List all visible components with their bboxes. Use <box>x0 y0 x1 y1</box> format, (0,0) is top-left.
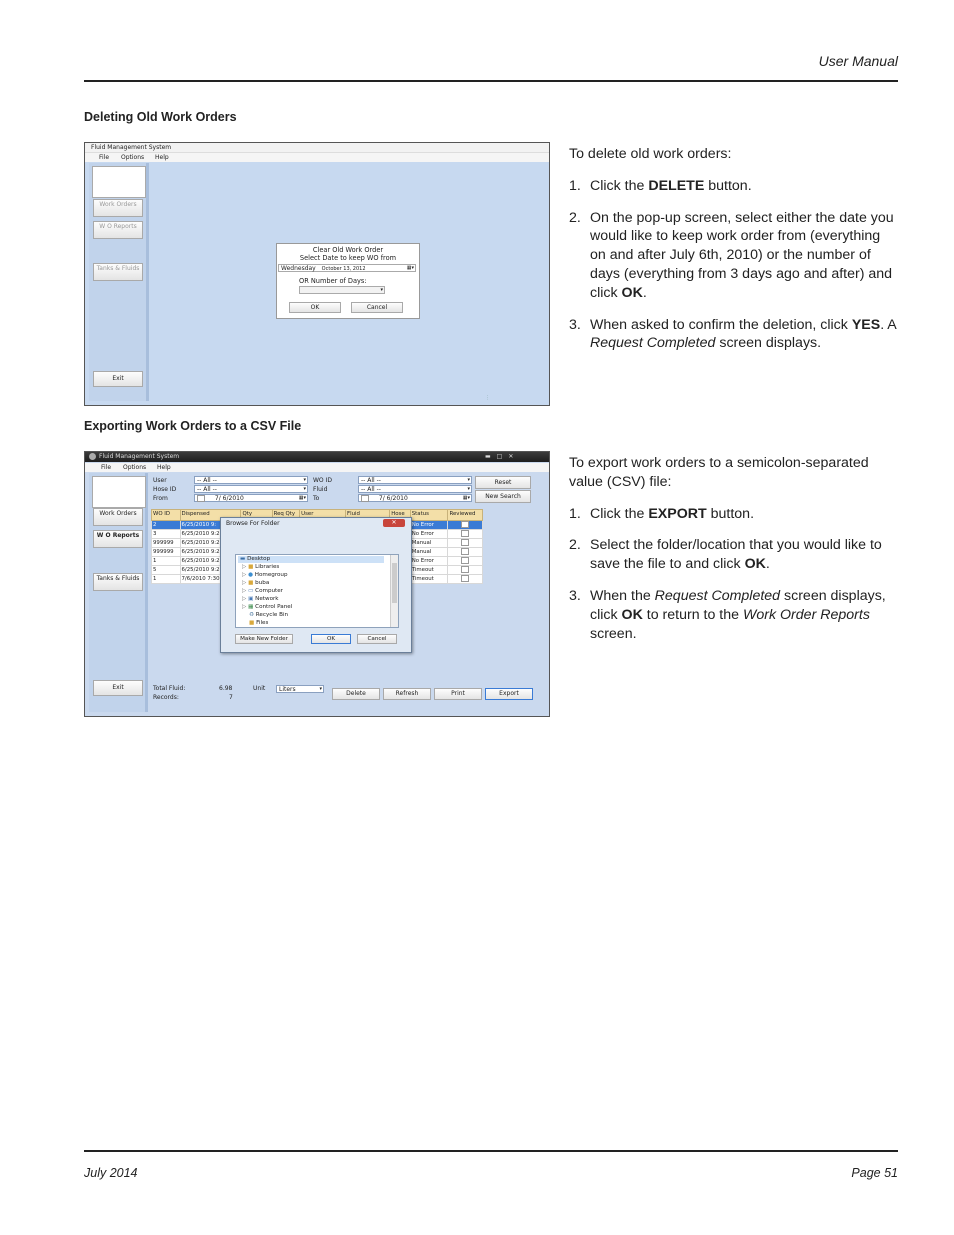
step-italic: Request Completed <box>654 587 781 604</box>
to-date[interactable] <box>358 494 472 502</box>
step-bold: OK <box>621 606 643 623</box>
tree-item[interactable] <box>249 620 268 626</box>
folder-icon: ■ <box>249 620 255 626</box>
recycle-bin-icon: ♻ <box>249 612 255 618</box>
new-search-button[interactable]: New Search <box>475 490 531 503</box>
s1-step-1 <box>569 177 899 196</box>
days-label: OR Number of Days: <box>299 277 367 285</box>
step-italic: Request Completed <box>590 335 716 352</box>
cell-dispensed: 6/25/2010 9:2 <box>180 548 241 557</box>
s1-step-2 <box>569 209 899 303</box>
window-controls <box>485 453 543 461</box>
cell-dispensed: 6/25/2010 9: <box>180 521 241 530</box>
col-fluid[interactable]: Fluid <box>346 510 390 521</box>
menu-help[interactable]: Help <box>155 154 169 161</box>
s1-step-3 <box>569 316 899 354</box>
cell-wo: 1 <box>152 557 181 566</box>
user-value: -- All -- <box>197 477 217 484</box>
section2-heading: Exporting Work Orders to a CSV File <box>84 419 302 433</box>
hose-label: Hose ID <box>153 486 177 493</box>
step-text: When the <box>590 587 655 604</box>
window-title: Fluid Management System <box>85 143 550 153</box>
sidebar <box>89 163 149 401</box>
menu-file[interactable]: File <box>99 154 110 161</box>
cell-status: Manual <box>410 548 448 557</box>
cell-status: Manual <box>410 539 448 548</box>
calendar-icon: ▦▾ <box>406 265 414 271</box>
export-button[interactable]: Export <box>485 688 533 700</box>
unit-label: Unit <box>253 685 266 692</box>
step-bold: YES <box>851 316 881 333</box>
s2-step-1 <box>569 505 899 524</box>
expand-icon: ▷ <box>242 580 247 586</box>
expand-icon: ▷ <box>242 604 247 610</box>
wo-value: -- All -- <box>361 477 381 484</box>
section2-intro: To export work orders to a semicolon-separated value (CSV) file: <box>569 455 869 490</box>
logo-box <box>92 476 146 508</box>
records-label: Records: <box>153 694 179 701</box>
date-value: October 13, 2012 <box>321 266 366 272</box>
hose-select[interactable] <box>194 485 308 493</box>
window-title: Fluid Management System <box>85 452 550 462</box>
step-text: . <box>642 284 647 301</box>
cell-status: No Error <box>410 557 448 566</box>
s2-step-3 <box>569 587 899 643</box>
section1-heading: Deleting Old Work Orders <box>84 110 237 124</box>
hose-value: -- All -- <box>197 486 217 493</box>
step-bold: EXPORT <box>648 505 707 522</box>
app-icon <box>89 453 96 460</box>
reviewed-checkbox[interactable] <box>461 530 469 537</box>
reviewed-checkbox[interactable] <box>461 557 469 564</box>
cell-wo: 5 <box>152 566 181 575</box>
reset-button[interactable]: Reset <box>475 476 531 489</box>
cell-dispensed: 6/25/2010 9:2 <box>180 530 241 539</box>
tree-label: Recycle Bin <box>255 612 289 618</box>
user-folder-icon: ■ <box>248 580 254 586</box>
tanks-fluids-button[interactable]: Tanks & Fluids <box>93 573 143 591</box>
dialog-subtitle: Select Date to keep WO from <box>299 254 397 262</box>
menu-bar <box>85 463 549 472</box>
reviewed-checkbox[interactable] <box>461 539 469 546</box>
wo-label: WO ID <box>313 477 332 484</box>
dialog-ok-button[interactable]: OK <box>289 302 341 313</box>
step-num: 3. <box>569 587 581 604</box>
col-dispensed[interactable]: Dispensed <box>180 510 241 521</box>
chevron-down-icon: ▾ <box>467 477 470 483</box>
step-text: screen displays. <box>715 335 822 352</box>
cell-dispensed: 6/25/2010 9:2 <box>180 539 241 548</box>
unit-value: Liters <box>279 686 296 693</box>
step-text: . A <box>880 316 896 333</box>
step-num: 1. <box>569 177 581 194</box>
work-orders-button[interactable]: Work Orders <box>93 508 143 526</box>
tree-label: Computer <box>255 588 283 594</box>
date-picker[interactable] <box>278 264 416 272</box>
footer-page-number: Page 51 <box>851 1166 898 1180</box>
dialog-title: Clear Old Work Order <box>312 246 384 254</box>
cell-wo: 1 <box>152 575 181 584</box>
user-select[interactable] <box>194 476 308 484</box>
computer-icon: ▭ <box>248 588 254 594</box>
desktop-icon: ▬ <box>240 556 246 562</box>
step-text: button. <box>704 177 752 194</box>
section2-text <box>569 454 899 656</box>
step-text: On the pop-up screen, select either the date you would like to keep work order from (everything on and after July 6th, 2010) or the number of days (everything from 3 days ago and after) and click <box>590 209 894 301</box>
tree-label: Network <box>255 596 279 602</box>
tree-item[interactable] <box>242 572 288 578</box>
tree-item[interactable] <box>240 556 270 562</box>
cell-dispensed: 6/25/2010 9:2 <box>180 557 241 566</box>
step-text: Click the <box>590 505 649 522</box>
chevron-down-icon: ▾ <box>380 287 383 293</box>
sidebar <box>89 473 148 712</box>
wo-select[interactable] <box>358 476 472 484</box>
fluid-value: -- All -- <box>361 486 381 493</box>
days-select[interactable] <box>299 286 385 294</box>
cell-wo: 999999 <box>152 539 181 548</box>
exit-button[interactable]: Exit <box>93 371 143 387</box>
tree-item[interactable] <box>242 580 269 586</box>
calendar-icon: ▦▾ <box>298 495 306 501</box>
screenshot-export <box>84 451 550 717</box>
total-fluid-label: Total Fluid: <box>153 685 186 692</box>
tree-item[interactable] <box>242 588 283 594</box>
homegroup-icon: ● <box>248 572 253 578</box>
unit-select[interactable] <box>276 685 324 693</box>
expand-icon: ▷ <box>242 588 247 594</box>
reviewed-checkbox[interactable] <box>461 521 469 528</box>
expand-icon: ▷ <box>242 572 247 578</box>
logo-box <box>92 166 146 198</box>
step-text: screen. <box>590 625 637 642</box>
folder-ok-button[interactable]: OK <box>311 634 351 644</box>
menu-file[interactable]: File <box>101 464 112 471</box>
section1-text <box>569 145 899 366</box>
col-hose[interactable]: Hose <box>390 510 411 521</box>
from-label: From <box>153 495 168 502</box>
dialog-title: Browse For Folder <box>226 520 280 527</box>
tree-label: Homegroup <box>254 572 288 578</box>
records-value: 7 <box>229 694 233 701</box>
col-qty[interactable]: Qty <box>241 510 272 521</box>
delete-button[interactable]: Delete <box>332 688 380 700</box>
cell-status: No Error <box>410 530 448 539</box>
menu-help[interactable]: Help <box>157 464 171 471</box>
tree-item[interactable] <box>249 612 288 618</box>
make-new-folder-button[interactable]: Make New Folder <box>235 634 293 644</box>
step-text: . <box>765 556 770 573</box>
control-panel-icon: ▦ <box>248 604 254 610</box>
s2-step-2 <box>569 536 899 574</box>
chevron-down-icon: ▾ <box>303 486 306 492</box>
minimize-icon[interactable]: ▬ <box>485 453 497 460</box>
fluid-label: Fluid <box>313 486 328 493</box>
to-label: To <box>313 495 320 502</box>
footer-date: July 2014 <box>84 1166 138 1180</box>
wo-reports-button[interactable]: W O Reports <box>93 221 143 239</box>
resize-grip[interactable]: ⋮ <box>485 395 490 401</box>
section1-intro: To delete old work orders: <box>569 146 732 162</box>
tree-item[interactable] <box>242 604 292 610</box>
folder-cancel-button[interactable]: Cancel <box>357 634 397 644</box>
step-num: 3. <box>569 316 581 333</box>
step-num: 2. <box>569 537 581 554</box>
chevron-down-icon: ▾ <box>319 686 322 692</box>
browse-folder-dialog <box>220 517 412 653</box>
col-req-qty[interactable]: Req Qty <box>272 510 300 521</box>
cell-wo: 999999 <box>152 548 181 557</box>
total-fluid-value: 6.98 <box>219 685 233 692</box>
from-value: 7/ 6/2010 <box>214 495 244 502</box>
user-label: User <box>153 477 167 484</box>
col-wo-id[interactable]: WO ID <box>152 510 181 521</box>
step-text: to return to the <box>642 606 743 623</box>
step-text: screen displays, click <box>590 587 886 623</box>
clear-wo-dialog <box>276 243 420 319</box>
screenshot-delete <box>84 142 550 406</box>
close-icon[interactable]: ✕ <box>508 453 520 460</box>
header-title: User Manual <box>818 53 898 69</box>
cell-dispensed: 6/25/2010 9:2 <box>180 566 241 575</box>
step-num: 2. <box>569 209 581 226</box>
cell-status: No Error <box>410 521 448 530</box>
cell-status: Timeout <box>410 566 448 575</box>
cell-wo: 2 <box>152 521 181 530</box>
calendar-icon: ▦▾ <box>462 495 470 501</box>
network-icon: ▣ <box>248 596 254 602</box>
col-reviewed[interactable]: Reviewed <box>448 510 483 521</box>
work-orders-button[interactable]: Work Orders <box>93 199 143 217</box>
menu-bar <box>85 153 549 162</box>
chevron-down-icon: ▾ <box>467 486 470 492</box>
tree-label: Desktop <box>247 556 271 562</box>
menu-options[interactable]: Options <box>121 154 145 161</box>
step-num: 1. <box>569 505 581 522</box>
fluid-select[interactable] <box>358 485 472 493</box>
col-status[interactable]: Status <box>410 510 448 521</box>
step-text: button. <box>706 505 755 522</box>
header-rule <box>84 80 898 82</box>
tree-scrollbar[interactable] <box>390 555 398 627</box>
to-checkbox[interactable] <box>361 495 369 502</box>
cell-status: Timeout <box>410 575 448 584</box>
folder-icon: ■ <box>248 564 254 570</box>
step-bold: DELETE <box>648 177 705 194</box>
tree-item[interactable] <box>242 564 279 570</box>
cell-dispensed: 7/6/2010 7:30 <box>180 575 241 584</box>
step-italic: Work Order Reports <box>742 606 870 623</box>
step-text: Click the <box>590 177 649 194</box>
folder-tree <box>235 554 399 628</box>
step-bold: OK <box>744 556 766 573</box>
from-date[interactable] <box>194 494 308 502</box>
chevron-down-icon: ▾ <box>303 477 306 483</box>
tree-item[interactable] <box>242 596 279 602</box>
scroll-thumb[interactable] <box>392 563 397 603</box>
tree-label: Files <box>256 620 269 626</box>
tree-label: buba <box>255 580 270 586</box>
step-text: Select the folder/location that you would like to save the file to and click <box>590 537 882 573</box>
refresh-button[interactable]: Refresh <box>383 688 431 700</box>
dialog-cancel-button[interactable]: Cancel <box>351 302 403 313</box>
maximize-icon[interactable]: □ <box>496 453 509 460</box>
expand-icon: ▷ <box>242 596 247 602</box>
menu-options[interactable]: Options <box>123 464 147 471</box>
tree-label: Control Panel <box>255 604 293 610</box>
wo-reports-button[interactable]: W O Reports <box>93 530 143 548</box>
expand-icon: ▷ <box>242 564 247 570</box>
print-button[interactable]: Print <box>434 688 482 700</box>
reviewed-checkbox[interactable] <box>461 548 469 555</box>
close-icon[interactable]: ✕ <box>383 519 405 527</box>
cell-wo: 3 <box>152 530 181 539</box>
col-user[interactable]: User <box>300 510 346 521</box>
to-value: 7/ 6/2010 <box>378 495 408 502</box>
date-day: Wednesday <box>281 265 316 272</box>
step-bold: OK <box>621 284 643 301</box>
exit-button[interactable]: Exit <box>93 680 143 696</box>
from-checkbox[interactable] <box>197 495 205 502</box>
tree-label: Libraries <box>255 564 280 570</box>
footer-rule <box>84 1150 898 1152</box>
tanks-fluids-button[interactable]: Tanks & Fluids <box>93 263 143 281</box>
step-text: When asked to confirm the deletion, click <box>590 316 852 333</box>
reviewed-checkbox[interactable] <box>461 566 469 573</box>
reviewed-checkbox[interactable] <box>461 575 469 582</box>
